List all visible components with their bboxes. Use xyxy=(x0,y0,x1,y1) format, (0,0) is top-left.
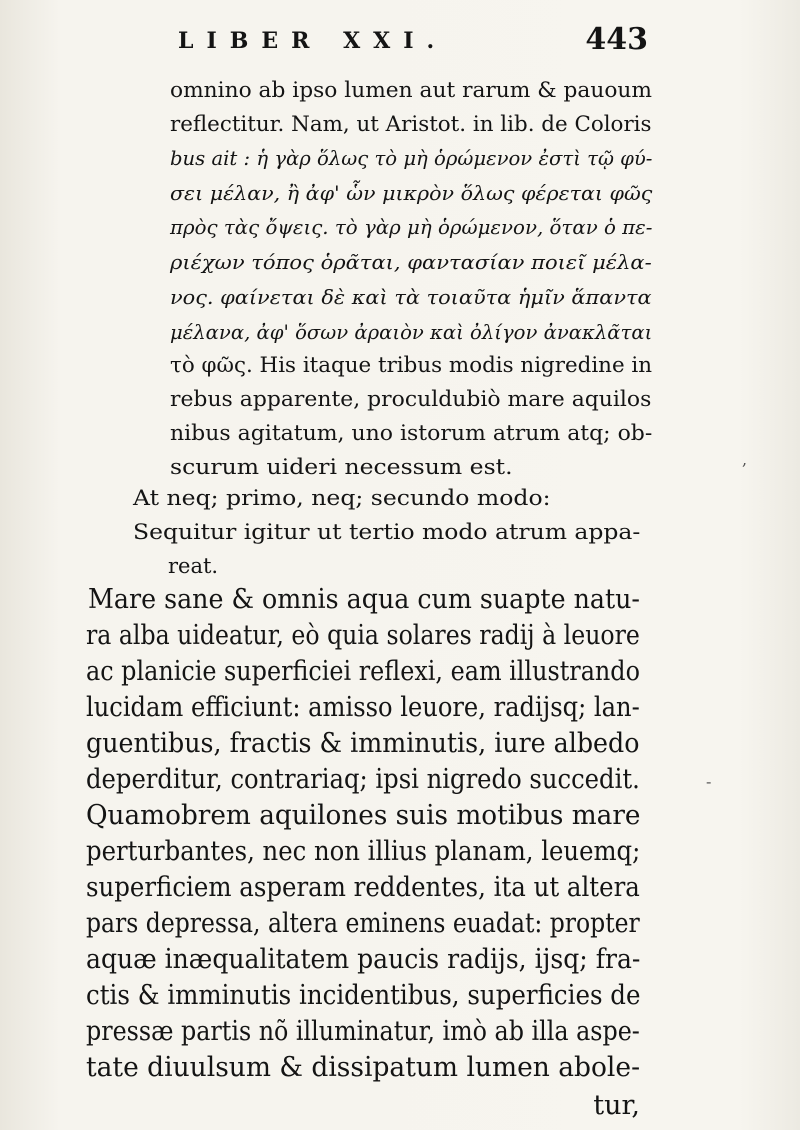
text-line: ra alba uideatur, eò quia solares radij à leuore xyxy=(86,620,640,651)
text-line: tate diuulsum & dissipatum lumen abole- xyxy=(86,1052,641,1083)
text-line: reat. xyxy=(168,554,219,578)
greek-line: μέλανα, ἀφ' ὅσων ἀραιὸν καὶ ὀλίγον ἀνακλᾶται xyxy=(170,320,653,344)
margin-mark: - xyxy=(706,772,712,791)
greek-line: πρὸς τὰς ὄψεις. τὸ γὰρ μὴ ὁρώμενον, ὅταν ὁ πε- xyxy=(170,215,653,239)
running-head: LIBER XXI. xyxy=(178,28,448,54)
text-line: aquæ inæqualitatem paucis radijs, ijsq; fra- xyxy=(86,944,641,975)
text-line: superficiem asperam reddentes, ita ut altera xyxy=(86,872,640,903)
text-line: guentibus, fractis & imminutis, iure albedo xyxy=(86,728,640,759)
page-number: 443 xyxy=(585,22,648,57)
text-line: Sequitur igitur ut tertio modo atrum appa- xyxy=(133,520,641,544)
text-line: rebus apparente, proculdubiò mare aquilos xyxy=(170,387,652,411)
text-line: pars depressa, altera eminens euadat: propter xyxy=(86,908,640,939)
text-line: reflectitur. Nam, ut Aristot. in lib. de Coloris xyxy=(170,112,652,136)
margin-mark: , xyxy=(742,450,748,469)
text-line: ctis & imminutis incidentibus, superficies de xyxy=(86,980,641,1011)
page-header xyxy=(178,22,648,62)
text-line: deperditur, contrariaq; ipsi nigredo succedit. xyxy=(86,764,640,795)
text-line: At neq; primo, neq; secundo modo: xyxy=(133,486,551,510)
text-line: ac planicie superficiei reflexi, eam illustrando xyxy=(86,656,640,687)
greek-line: ριέχων τόπος ὁρᾶται, φαντασίαν ποιεῖ μέλα- xyxy=(170,250,652,274)
text-line: scurum uideri necessum est. xyxy=(170,455,513,479)
text-line: perturbantes, nec non illius planam, leuemq; xyxy=(86,836,641,867)
greek-line: νος. φαίνεται δὲ καὶ τὰ τοιαῦτα ἡμῖν ἅπαντα xyxy=(170,285,652,309)
text-line: lucidam efficiunt: amisso leuore, radijsq; lan- xyxy=(86,692,640,723)
text-line: pressæ partis nõ illuminatur, imò ab illa aspe- xyxy=(86,1016,640,1047)
greek-line: σει μέλαν, ἢ ἀφ' ὧν μικρὸν ὅλως φέρεται φῶς xyxy=(170,181,653,205)
greek-line: bus ait : ἡ γὰρ ὅλως τὸ μὴ ὁρώμενον ἐστὶ τῷ φύ- xyxy=(170,146,653,170)
catchword: tur, xyxy=(593,1090,640,1121)
text-line: omnino ab ipso lumen aut rarum & pauoum xyxy=(170,78,652,102)
text-line: τὸ φῶς. His itaque tribus modis nigredine in xyxy=(170,353,653,377)
text-line: Mare sane & omnis aqua cum suapte natu- xyxy=(88,584,640,615)
text-line: Quamobrem aquilones suis motibus mare xyxy=(86,800,641,831)
text-line: nibus agitatum, uno istorum atrum atq; ob- xyxy=(170,421,653,445)
